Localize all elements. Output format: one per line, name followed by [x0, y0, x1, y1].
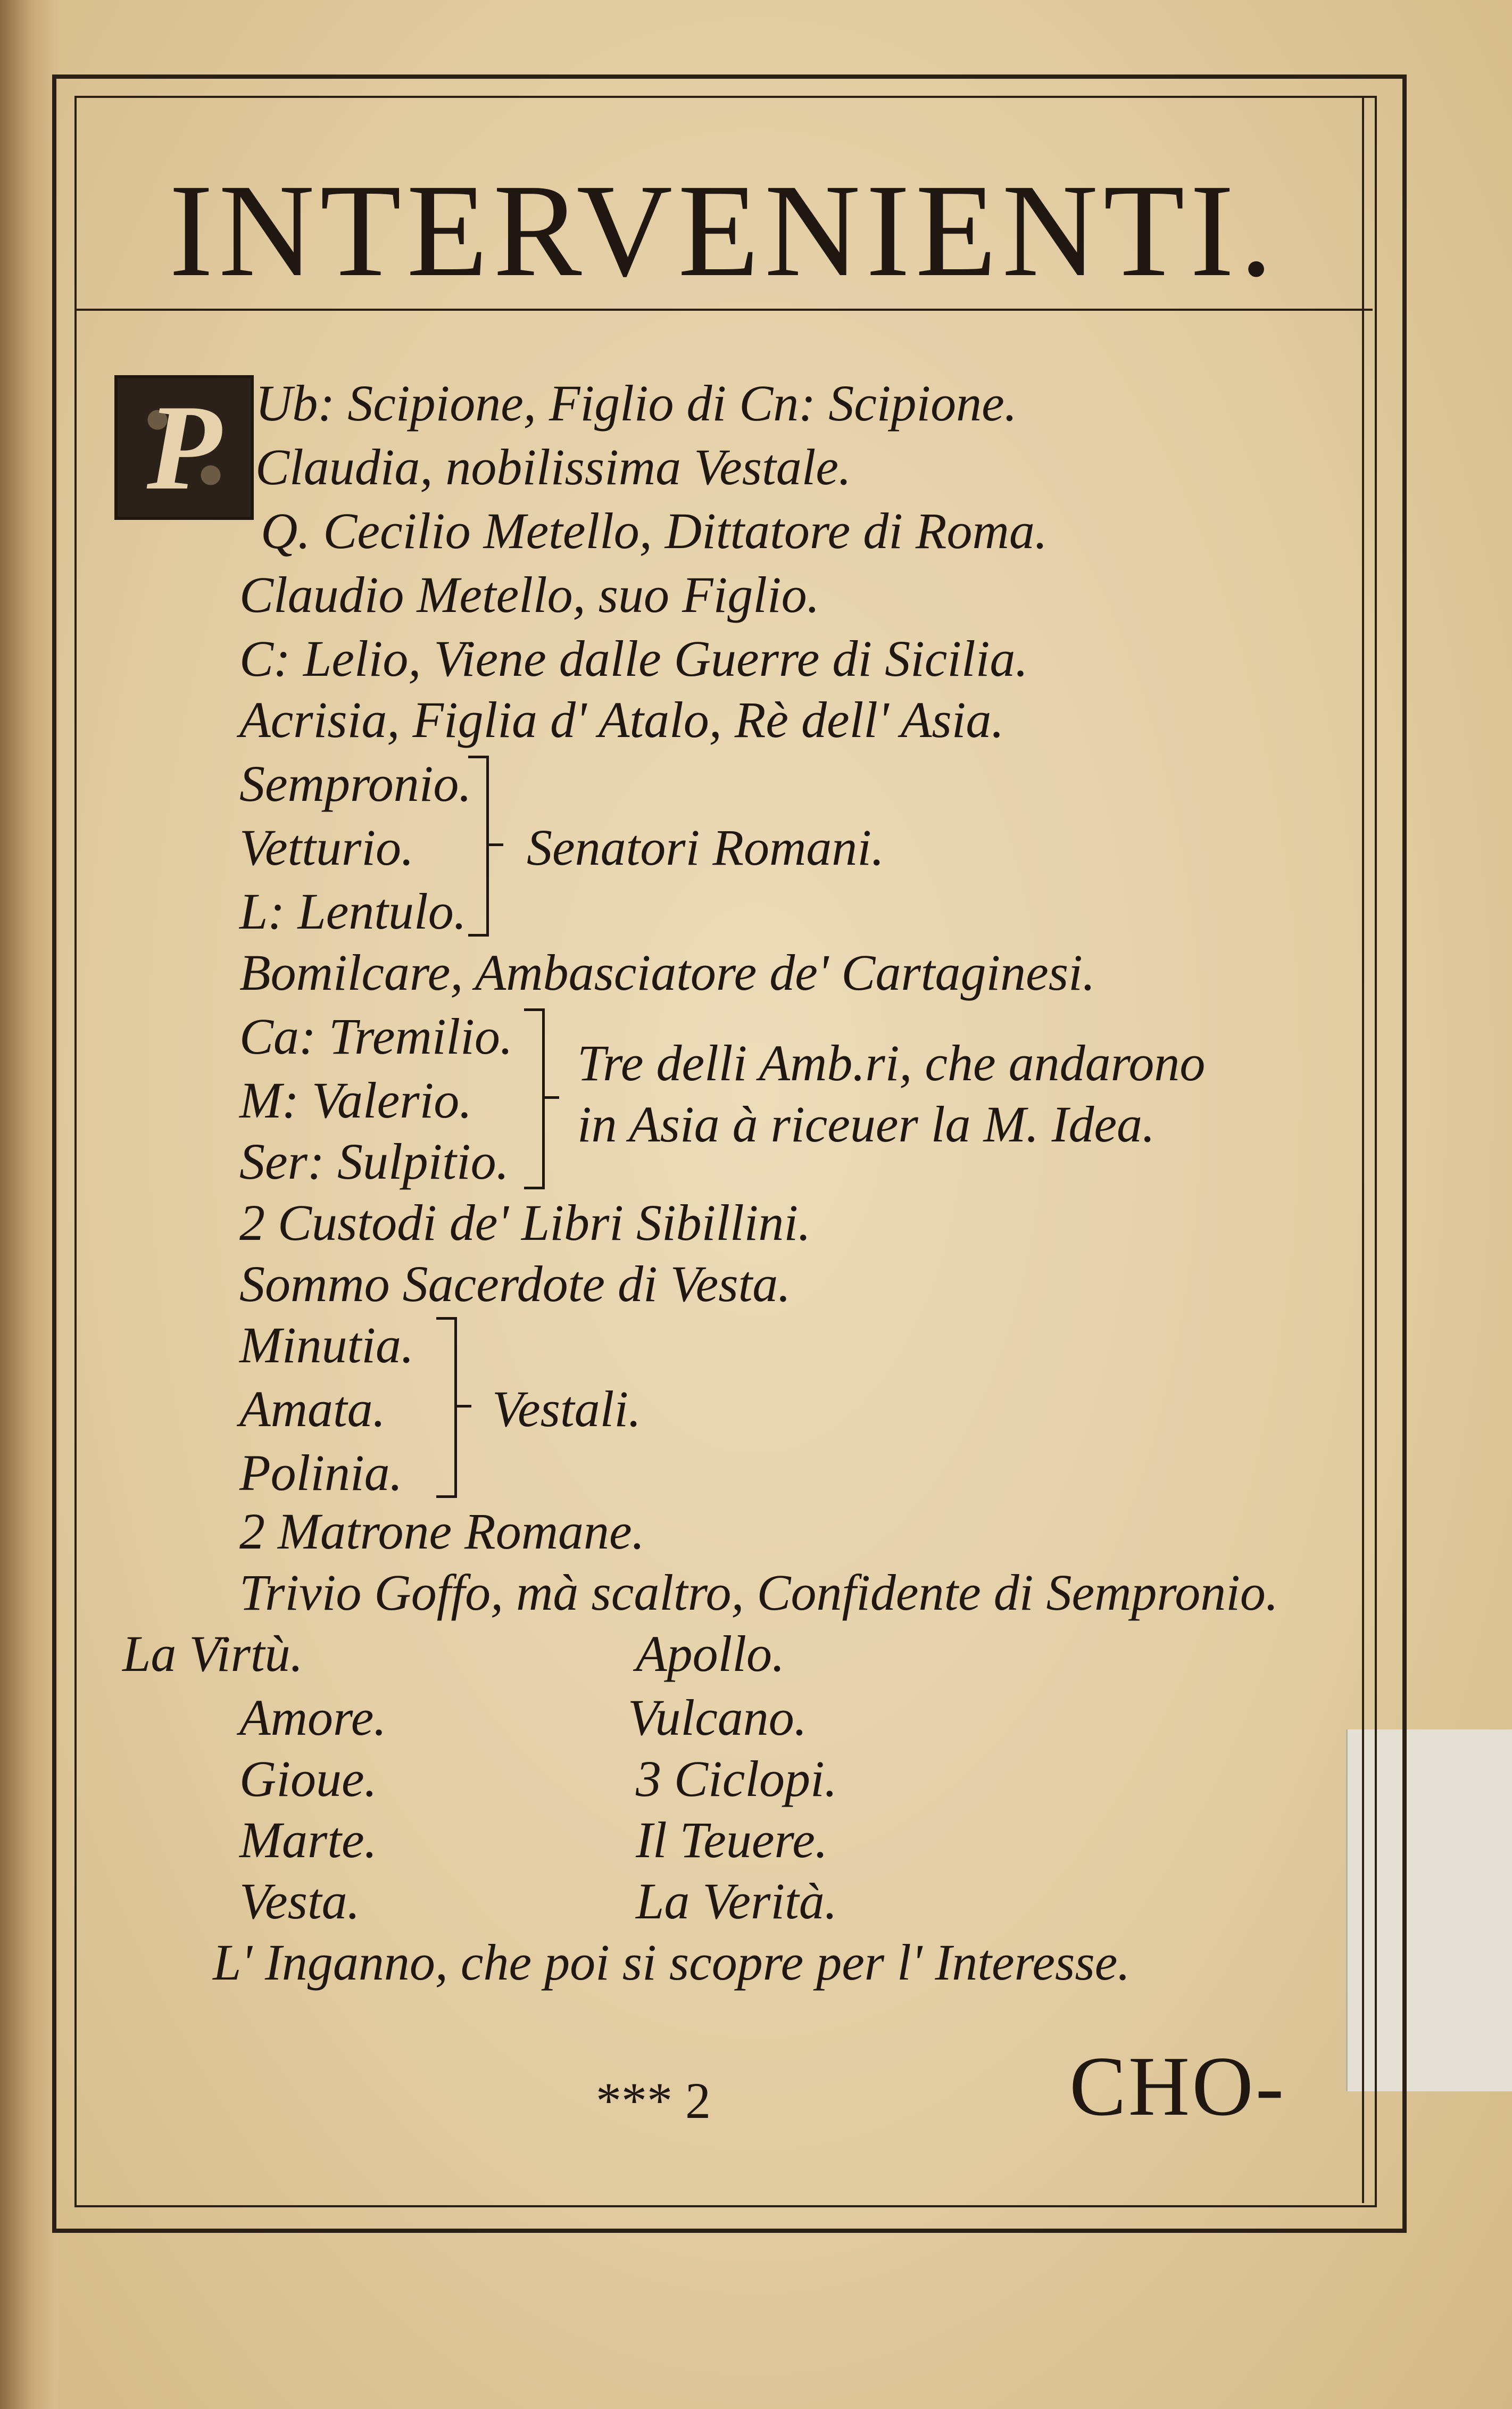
brace-vestali — [436, 1317, 457, 1498]
page-title: INTERVENIENTI. — [169, 157, 1278, 304]
page-frame-rule — [1362, 96, 1364, 2203]
brace-vestali-tip — [456, 1405, 471, 1408]
cast-line-claudio: Claudio Metello, suo Figlio. — [239, 566, 820, 623]
deity-left: Vesta. — [239, 1873, 360, 1930]
cast-line-matrone: 2 Matrone Romane. — [239, 1503, 645, 1560]
ambasciatori-label-line1: Tre delli Amb.ri, che andarono — [577, 1034, 1206, 1091]
senatore-name: L: Lentulo. — [239, 883, 467, 940]
cast-line-custodi: 2 Custodi de' Libri Sibillini. — [239, 1194, 811, 1251]
brace-senatori — [468, 756, 489, 937]
vestale-name: Minutia. — [239, 1317, 414, 1373]
senatori-label: Senatori Romani. — [527, 819, 884, 876]
cast-line-trivio: Trivio Goffo, mà scaltro, Confidente di Sempronio. — [239, 1564, 1278, 1621]
deity-right: Apollo. — [636, 1625, 785, 1682]
senatore-name: Vetturio. — [239, 819, 414, 876]
deity-right: La Verità. — [636, 1873, 837, 1930]
cast-line-sacerdote: Sommo Sacerdote di Vesta. — [239, 1255, 791, 1312]
cast-line-claudia: Claudia, nobilissima Vestale. — [255, 438, 852, 495]
vestali-label: Vestali. — [492, 1380, 641, 1437]
catchword: CHO- — [1069, 2039, 1286, 2133]
book-spine — [0, 0, 59, 2409]
deity-right: Il Teuere. — [636, 1811, 828, 1868]
ambasciatore-name: Ser: Sulpitio. — [239, 1133, 509, 1190]
decorated-initial: P — [114, 375, 254, 520]
cast-line-inganno: L' Inganno, che poi si scopre per l' Interesse. — [213, 1934, 1131, 1991]
cast-line-pub: Ub: Scipione, Figlio di Cn: Scipione. — [255, 375, 1017, 432]
cast-line-bomilcare: Bomilcare, Ambasciatore de' Cartaginesi. — [239, 944, 1095, 1001]
vestale-name: Amata. — [239, 1380, 386, 1437]
deity-right: Vulcano. — [628, 1689, 807, 1746]
title-rule — [74, 309, 1373, 311]
ambasciatore-name: Ca: Tremilio. — [239, 1008, 513, 1065]
brace-ambasciatori-tip — [544, 1096, 559, 1099]
cast-line-acrisia: Acrisia, Figlia d' Atalo, Rè dell' Asia. — [239, 691, 1004, 748]
vestale-name: Polinia. — [239, 1444, 403, 1501]
deity-right: 3 Ciclopi. — [636, 1750, 837, 1807]
ambasciatori-label-line2: in Asia à riceuer la M. Idea. — [577, 1096, 1156, 1153]
ambasciatore-name: M: Valerio. — [239, 1072, 472, 1129]
brace-ambasciatori — [524, 1008, 545, 1189]
deity-left: Gioue. — [239, 1750, 377, 1807]
cast-line-lelio: C: Lelio, Viene dalle Guerre di Sicilia. — [239, 630, 1028, 687]
deity-left: Marte. — [239, 1811, 377, 1868]
signature-mark: *** 2 — [596, 2072, 711, 2129]
cast-line-cecilio: Q. Cecilio Metello, Dittatore di Roma. — [261, 502, 1048, 559]
brace-senatori-tip — [488, 843, 503, 846]
senatore-name: Sempronio. — [239, 755, 472, 812]
deity-left: Amore. — [239, 1689, 387, 1746]
deity-left: La Virtù. — [122, 1625, 303, 1682]
